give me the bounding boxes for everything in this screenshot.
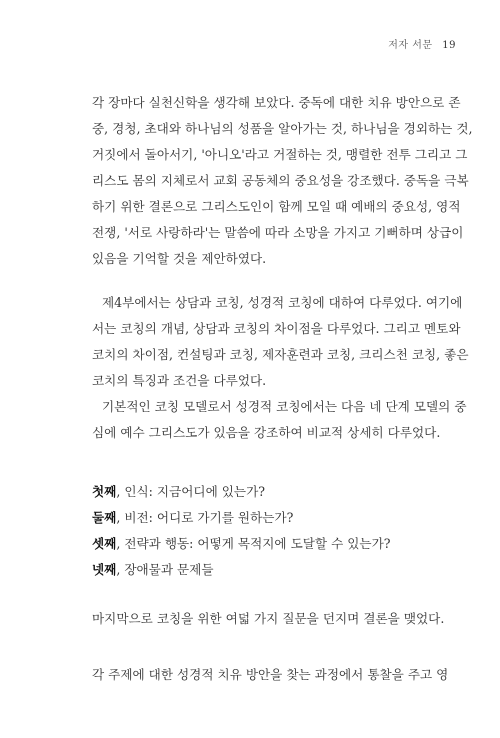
step-ordinal: 둘째: [92, 510, 117, 525]
paragraph-practical-theology: [92, 90, 473, 272]
list-item: [92, 531, 448, 557]
step-ordinal: 넷째: [92, 562, 117, 577]
paragraph-part-four: [92, 290, 469, 394]
page-number: 19: [442, 40, 456, 51]
list-item: [92, 479, 448, 505]
text-line: 기본적인 코칭 모델로서 성경적 코칭에서는 다음 네 단계 모델의 중: [102, 399, 467, 414]
list-item: [92, 557, 448, 583]
text-line: 중, 경청, 초대와 하나님의 성품을 알아가는 것, 하나님을 경외하는 것,: [92, 121, 473, 136]
text-line: 제4부에서는 상담과 코칭, 성경적 코칭에 대하여 다루었다. 여기에: [102, 295, 463, 310]
paragraph-coaching-model: [92, 394, 467, 446]
coaching-steps-list: [92, 479, 448, 583]
step-text: , 비전: 어디로 가기를 원하는가?: [116, 510, 294, 525]
text-line: 리스도 몸의 지체로서 교회 공동체의 중요성을 강조했다. 중독을 극복: [92, 173, 469, 188]
step-text: , 인식: 지금어디에 있는가?: [116, 484, 266, 499]
text-line: 거짓에서 돌아서기, '아니오'라고 거절하는 것, 맹렬한 전투 그리고 그: [92, 147, 468, 162]
step-text: , 전략과 행동: 어떻게 목적지에 도달할 수 있는가?: [116, 536, 391, 551]
text-line: 전쟁, '서로 사랑하라'는 말씀에 따라 소망을 가지고 기뻐하며 상급이: [92, 225, 464, 240]
text-line: 마지막으로 코칭을 위한 여덟 가지 질문을 던지며 결론을 맺었다.: [92, 611, 445, 626]
step-ordinal: 셋째: [92, 536, 117, 551]
paragraph-closing: [92, 606, 448, 632]
section-title: 저자 서문: [388, 40, 433, 51]
text-line: 코치의 차이점, 컨설팅과 코칭, 제자훈련과 코칭, 크리스천 코칭, 좋은: [92, 347, 469, 362]
list-item: [92, 505, 448, 531]
step-text: , 장애물과 문제들: [116, 562, 214, 577]
text-line: 각 주제에 대한 성경적 치유 방안을 찾는 과정에서 통찰을 주고 영: [92, 667, 449, 682]
text-line: 코치의 특징과 조건을 다루었다.: [92, 373, 267, 388]
text-line: 있음을 기억할 것을 제안하였다.: [92, 251, 267, 266]
text-line: 서는 코칭의 개념, 상담과 코칭의 차이점을 다루었다. 그리고 멘토와: [92, 321, 461, 336]
step-ordinal: 첫째: [92, 484, 117, 499]
text-line: 심에 예수 그리스도가 있음을 강조하여 비교적 상세히 다루었다.: [92, 425, 441, 440]
text-line: 하기 위한 결론으로 그리스도인이 함께 모일 때 예배의 중요성, 영적: [92, 199, 461, 214]
text-line: 각 장마다 실천신학을 생각해 보았다. 중독에 대한 치유 방안으로 존: [92, 95, 461, 110]
running-header: [388, 36, 456, 51]
paragraph-final: [92, 662, 448, 688]
